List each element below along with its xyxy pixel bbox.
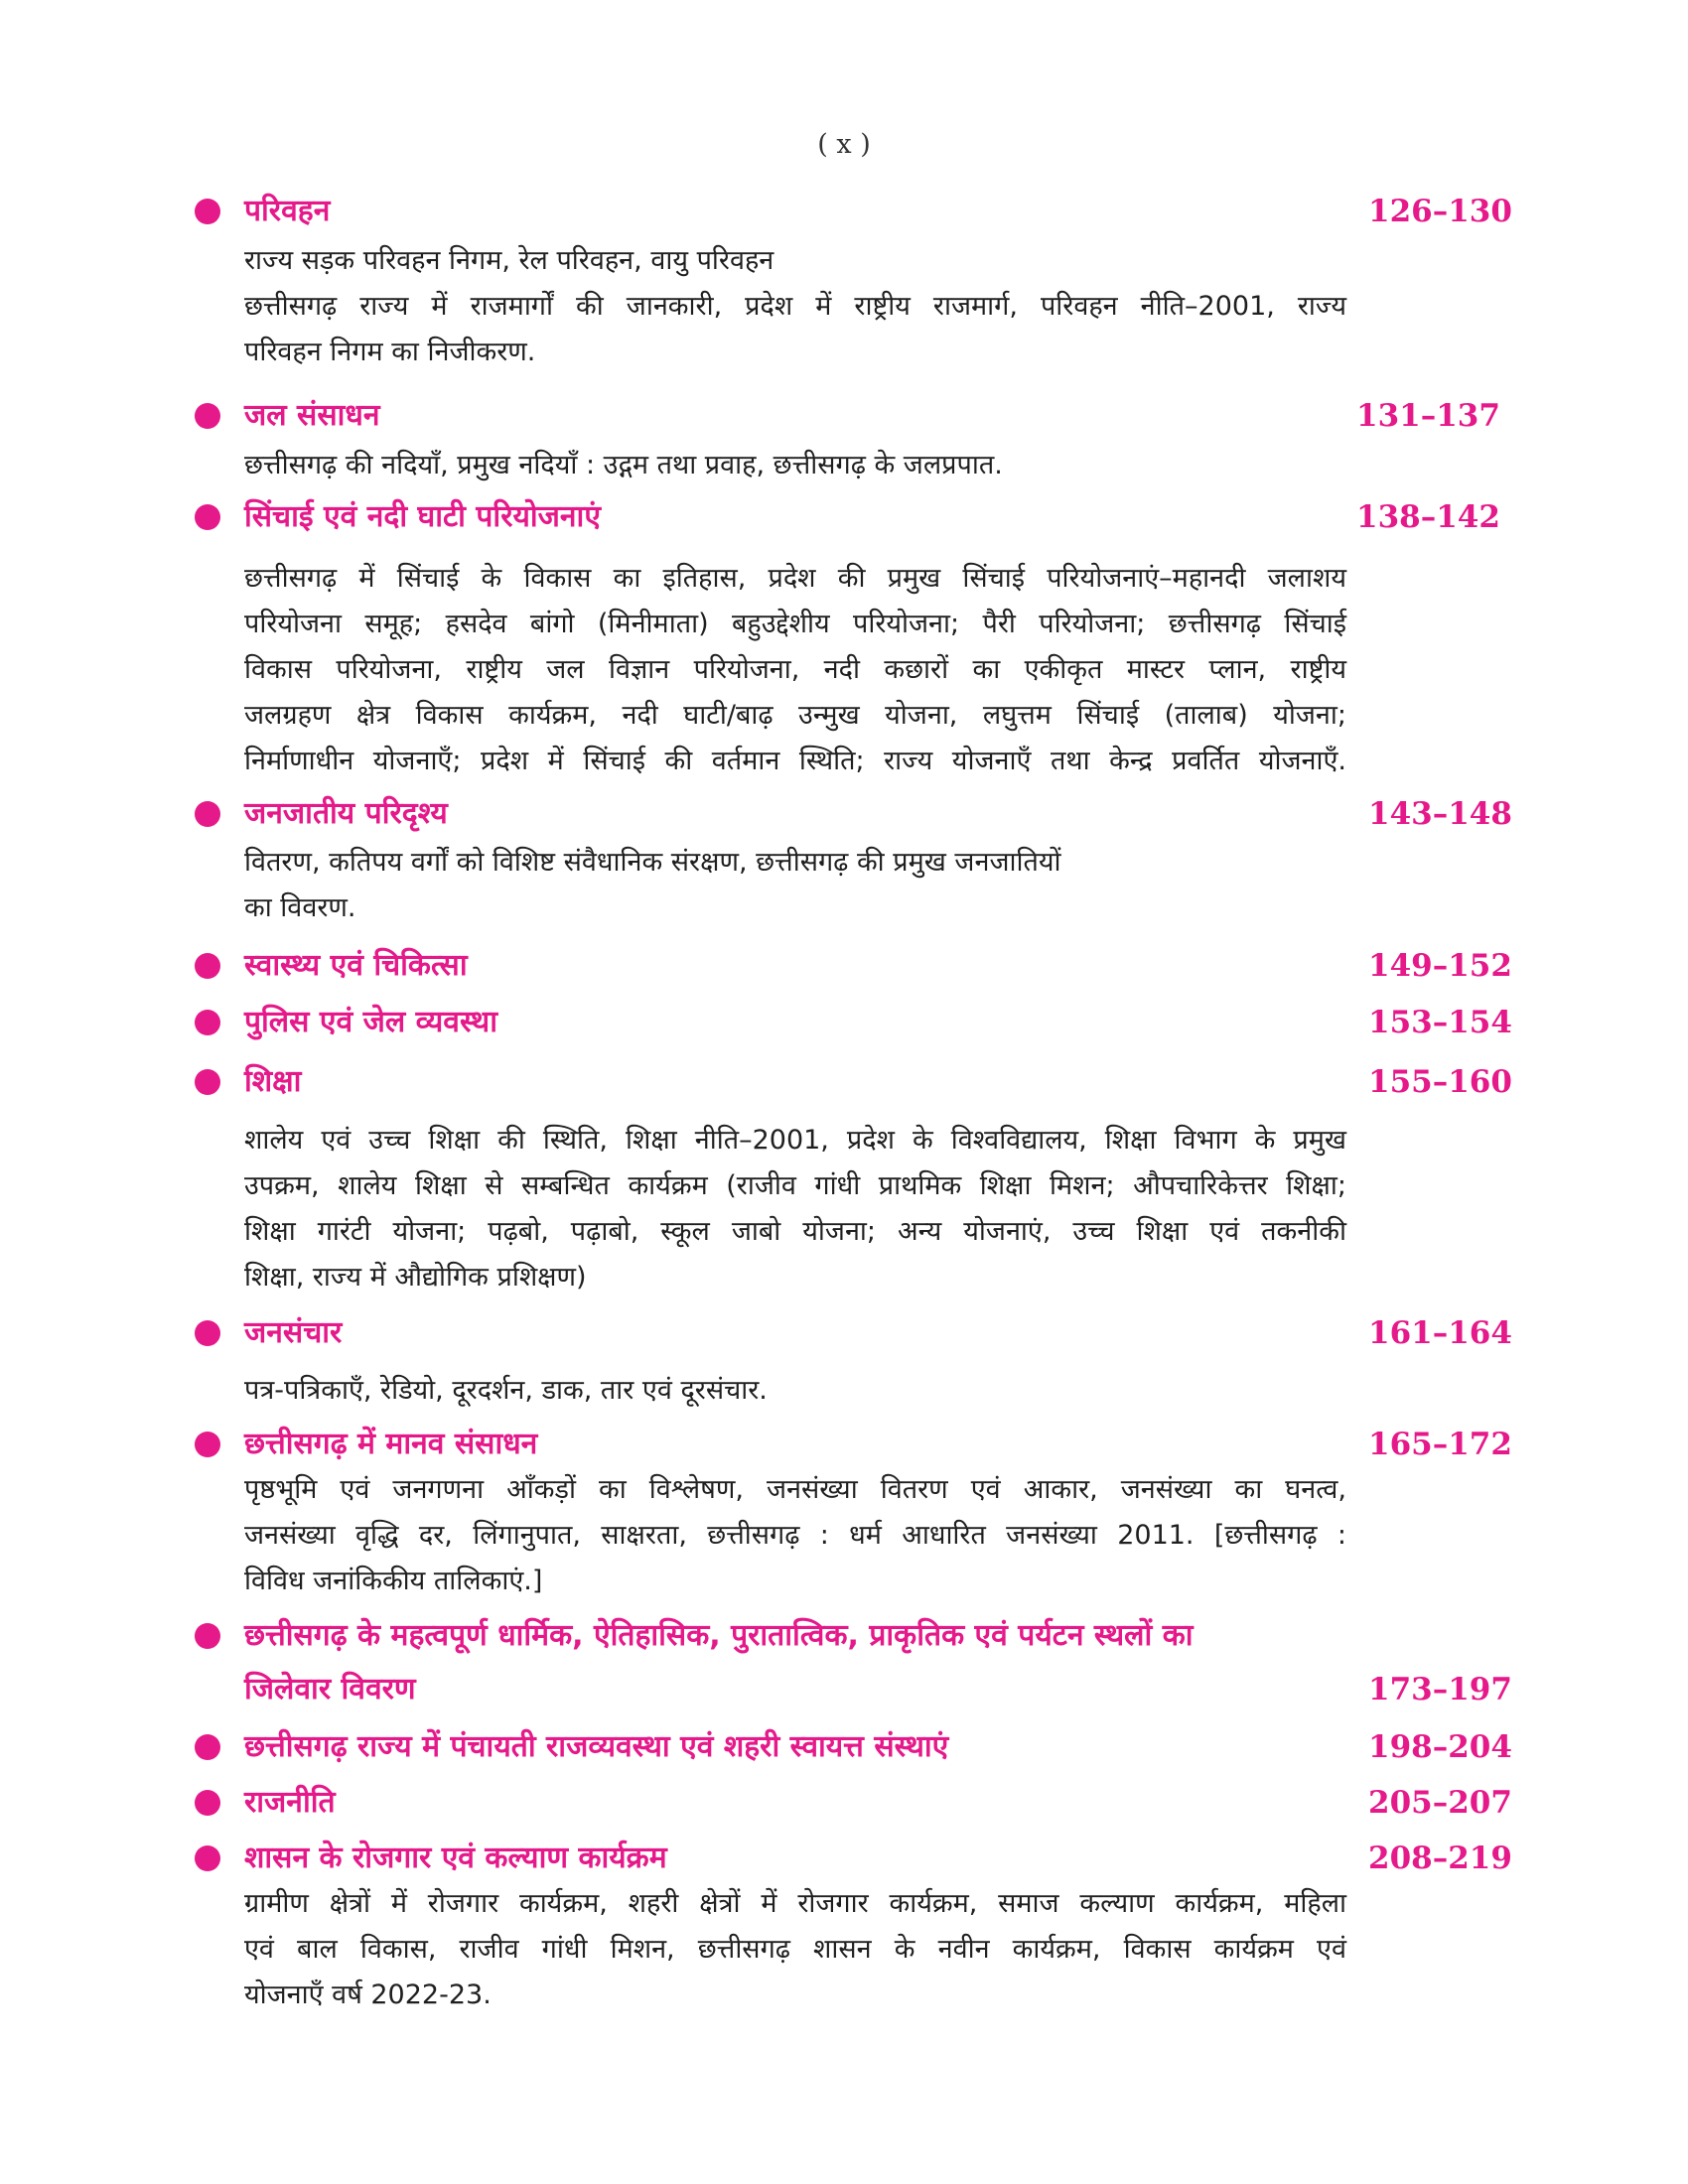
description-line: जनसंख्या वृद्धि दर, लिंगानुपात, साक्षरता, छत्तीसगढ़ : धर्म आधारित जनसंख्या 2011. [छत्तीसगढ़ : <box>244 1520 1346 1551</box>
description-line: एवं बाल विकास, राजीव गांधी मिशन, छत्तीसगढ़ शासन के नवीन कार्यक्रम, विकास कार्यक्रम एवं <box>244 1934 1346 1965</box>
bullet-dot-icon <box>195 403 220 429</box>
page-folio: ( x ) <box>817 129 871 160</box>
toc-entry-title: जनसंचार <box>244 1315 343 1350</box>
toc-entry-title: स्वास्थ्य एवं चिकित्सा <box>244 948 468 983</box>
description-line: शिक्षा, राज्य में औद्योगिक प्रशिक्षण) <box>244 1262 587 1293</box>
toc-entry-title-continued: जिलेवार विवरण <box>244 1672 416 1706</box>
bullet-dot-icon <box>195 504 220 530</box>
toc-entry-description <box>244 840 1346 931</box>
description-line: राज्य सड़क परिवहन निगम, रेल परिवहन, वायु परिवहन <box>244 245 774 276</box>
description-line: जलग्रहण क्षेत्र विकास कार्यक्रम, नदी घाटी/बाढ़ उन्मुख योजना, लघुत्तम सिंचाई (तालाब) योजना; <box>244 700 1346 731</box>
toc-entry-description <box>244 1118 1346 1300</box>
description-line: पत्र-पत्रिकाएँ, रेडियो, दूरदर्शन, डाक, तार एवं दूरसंचार. <box>244 1375 768 1406</box>
bullet-dot-icon <box>195 1010 220 1035</box>
toc-entry-page-range: 161–164 <box>1368 1315 1512 1351</box>
description-line: निर्माणाधीन योजनाएँ; प्रदेश में सिंचाई की वर्तमान स्थिति; राज्य योजनाएँ तथा केन्द्र प्रवर्तित योजनाएँ. <box>244 746 1346 776</box>
toc-entry-page-range: 173–197 <box>1368 1672 1512 1707</box>
bullet-dot-icon <box>195 953 220 979</box>
description-line: ग्रामीण क्षेत्रों में रोजगार कार्यक्रम, शहरी क्षेत्रों में रोजगार कार्यक्रम, समाज कल्याण कार्यक्रम, महिला <box>244 1888 1346 1919</box>
description-line: का विवरण. <box>244 892 356 923</box>
toc-entry-title: जनजातीय परिदृश्य <box>244 796 448 831</box>
toc-entry-title: सिंचाई एवं नदी घाटी परियोजनाएं <box>244 499 601 534</box>
description-line: छत्तीसगढ़ की नदियाँ, प्रमुख नदियाँ : उद्गम तथा प्रवाह, छत्तीसगढ़ के जलप्रपात. <box>244 450 1003 480</box>
toc-entry-description <box>244 238 1346 375</box>
toc-entry-title: छत्तीसगढ़ राज्य में पंचायती राजव्यवस्था एवं शहरी स्वायत्त संस्थाएं <box>244 1729 949 1764</box>
toc-entry-title: जल संसाधन <box>244 398 380 433</box>
toc-entry-page-range: 131–137 <box>1356 398 1500 434</box>
description-line: परियोजना समूह; हसदेव बांगो (मिनीमाता) बहुउद्देशीय परियोजना; पैरी परियोजना; छत्तीसगढ़ सिंचाई <box>244 609 1346 639</box>
description-line: शालेय एवं उच्च शिक्षा की स्थिति, शिक्षा नीति–2001, प्रदेश के विश्वविद्यालय, शिक्षा विभाग के प्रमुख <box>244 1125 1346 1156</box>
toc-entry-description <box>244 1881 1346 2018</box>
toc-entry-page-range: 126–130 <box>1368 194 1512 229</box>
toc-entry-title: पुलिस एवं जेल व्यवस्था <box>244 1005 497 1039</box>
description-line: परिवहन निगम का निजीकरण. <box>244 337 536 367</box>
bullet-dot-icon <box>195 1069 220 1095</box>
toc-entry-page-range: 165–172 <box>1368 1427 1512 1462</box>
description-line: वितरण, कतिपय वर्गों को विशिष्ट संवैधानिक संरक्षण, छत्तीसगढ़ की प्रमुख जनजातियों <box>244 847 1061 878</box>
toc-entry-page-range: 198–204 <box>1368 1729 1512 1765</box>
description-line: शिक्षा गारंटी योजना; पढ़बो, पढ़ाबो, स्कूल जाबो योजना; अन्य योजनाएं, उच्च शिक्षा एवं तकनीकी <box>244 1216 1346 1247</box>
description-line: विकास परियोजना, राष्ट्रीय जल विज्ञान परियोजना, नदी कछारों का एकीकृत मास्टर प्लान, राष्ट्रीय <box>244 654 1346 685</box>
toc-entry-page-range: 155–160 <box>1368 1064 1512 1100</box>
bullet-dot-icon <box>195 1432 220 1457</box>
bullet-dot-icon <box>195 801 220 827</box>
toc-entry-description <box>244 1467 1346 1604</box>
bullet-dot-icon <box>195 1734 220 1760</box>
toc-entry-title: परिवहन <box>244 194 331 228</box>
toc-entry-title: छत्तीसगढ़ में मानव संसाधन <box>244 1427 538 1461</box>
bullet-dot-icon <box>195 199 220 224</box>
toc-entry-description <box>244 556 1346 784</box>
description-line: उपक्रम, शालेय शिक्षा से सम्बन्धित कार्यक्रम (राजीव गांधी प्राथमिक शिक्षा मिशन; औपचारिकेत्तर शिक्षा; <box>244 1170 1346 1201</box>
description-line: पृष्ठभूमि एवं जनगणना आँकड़ों का विश्लेषण, जनसंख्या वितरण एवं आकार, जनसंख्या का घनत्व, <box>244 1474 1346 1505</box>
toc-entry-description <box>244 443 1346 488</box>
toc-entry-page-range: 153–154 <box>1368 1005 1512 1040</box>
description-line: योजनाएँ वर्ष 2022-23. <box>244 1979 492 2010</box>
toc-entry-title: शासन के रोजगार एवं कल्याण कार्यक्रम <box>244 1841 667 1875</box>
toc-entry-title: छत्तीसगढ़ के महत्वपूर्ण धार्मिक, ऐतिहासिक, पुरातात्विक, प्राकृतिक एवं पर्यटन स्थलों का <box>244 1618 1194 1653</box>
description-line: छत्तीसगढ़ में सिंचाई के विकास का इतिहास, प्रदेश की प्रमुख सिंचाई परियोजनाएं–महानदी जलाशय <box>244 563 1346 594</box>
toc-entry-page-range: 149–152 <box>1368 948 1512 984</box>
toc-entry-page-range: 208–219 <box>1368 1841 1512 1876</box>
bullet-dot-icon <box>195 1845 220 1871</box>
toc-entry-description <box>244 1368 1346 1414</box>
toc-entry-page-range: 205–207 <box>1368 1785 1512 1821</box>
toc-entry-page-range: 138–142 <box>1356 499 1500 535</box>
description-line: विविध जनांकिकीय तालिकाएं.] <box>244 1566 543 1596</box>
toc-entry-page-range: 143–148 <box>1368 796 1512 832</box>
bullet-dot-icon <box>195 1623 220 1649</box>
bullet-dot-icon <box>195 1790 220 1816</box>
description-line: छत्तीसगढ़ राज्य में राजमार्गों की जानकारी, प्रदेश में राष्ट्रीय राजमार्ग, परिवहन नीति–2001, राज्य <box>244 291 1346 322</box>
toc-entry-title: राजनीति <box>244 1785 336 1820</box>
toc-entry-title: शिक्षा <box>244 1064 302 1099</box>
bullet-dot-icon <box>195 1320 220 1346</box>
